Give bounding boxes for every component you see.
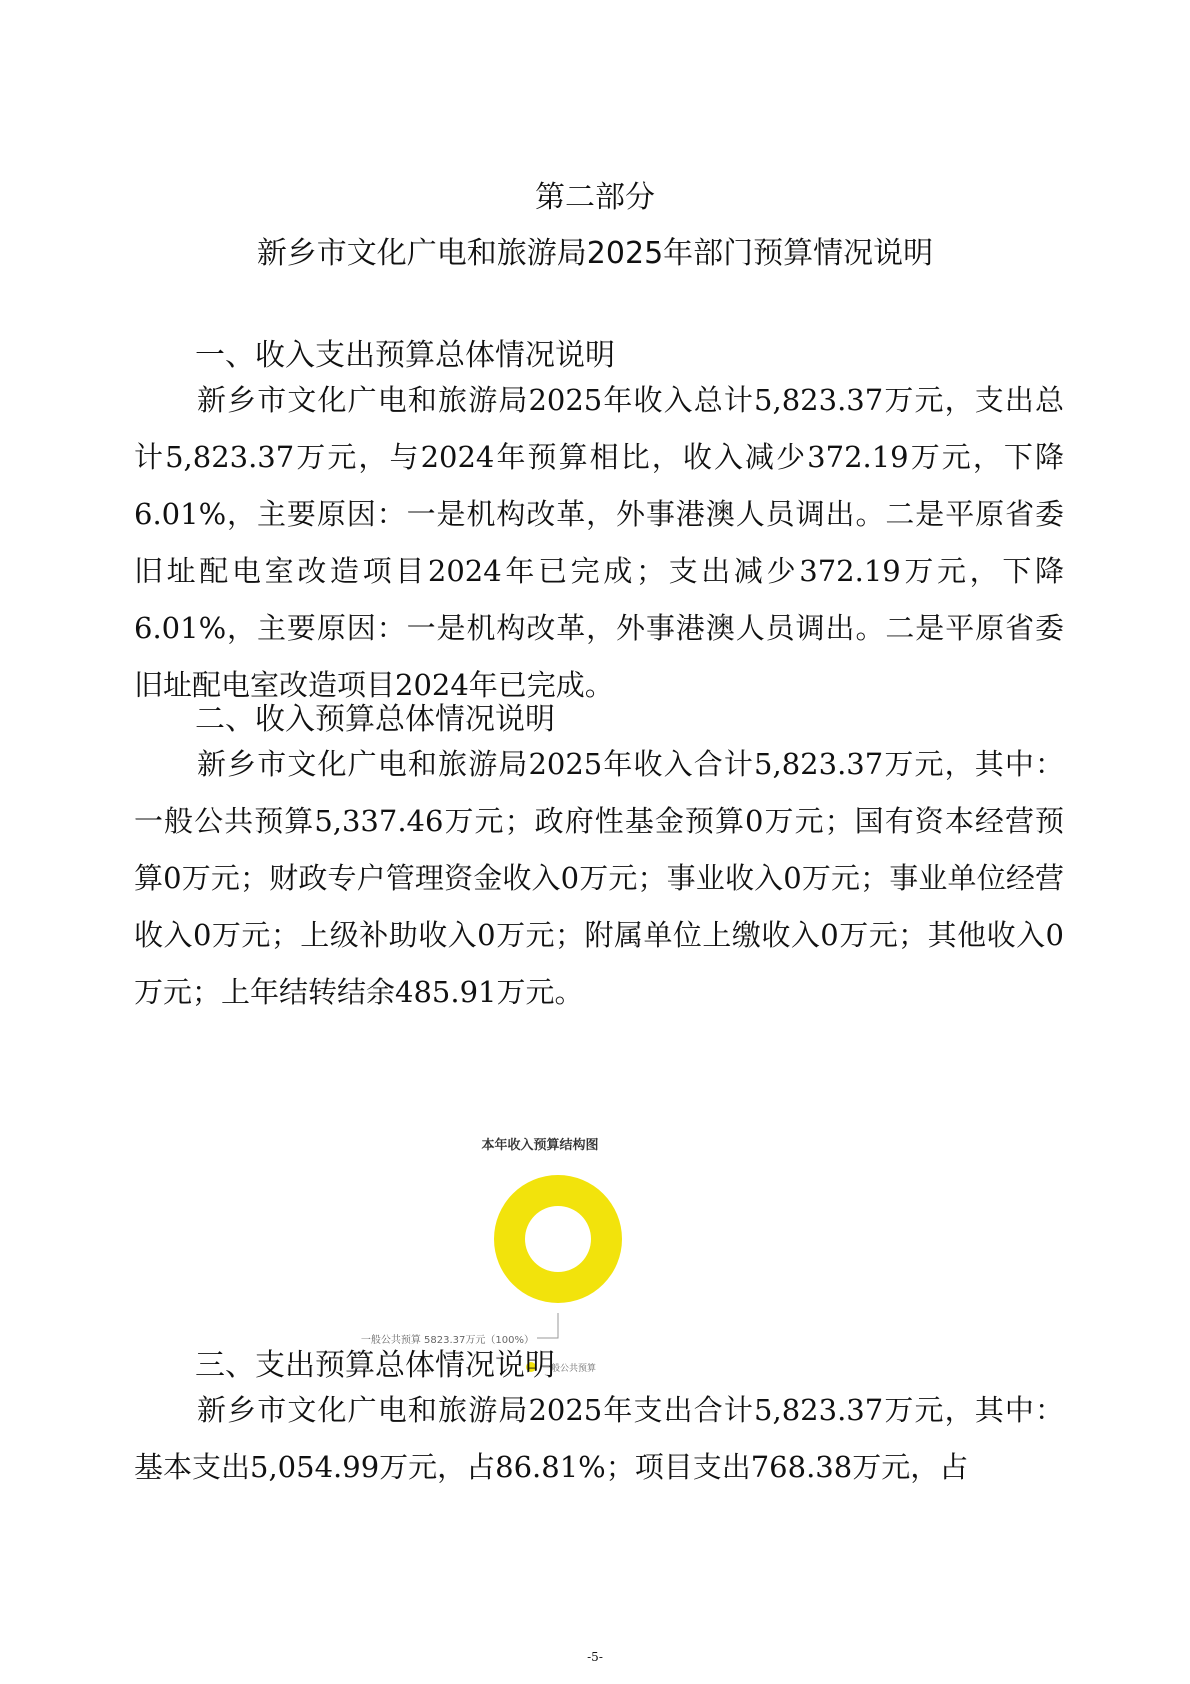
data-label-leader	[537, 1313, 558, 1338]
data-label-general-budget: 一般公共预算 5823.37万元（100%）	[360, 1335, 534, 1346]
section-2-body: 新乡市文化广电和旅游局2025年收入合计5,823.37万元，其中：一般公共预算5,337.46万元；政府性基金预算0万元；国有资本经营预算0万元；财政专户管理资金收入0万元；事业收入0万元；事业单位经营收入0万元；上级补助收入0万元；附属单位上缴收入0万元；其他收入0万元；上年结转结余485.91万元。	[134, 747, 1064, 1009]
pie-slice-0	[494, 1175, 622, 1303]
legend-item-general-budget: 一般公共预算	[542, 1364, 597, 1374]
section-2-heading: 二、收入预算总体情况说明	[195, 702, 555, 737]
part-title: 第二部分	[535, 180, 655, 215]
chart-title: 本年收入预算结构图	[481, 1138, 599, 1153]
section-1-body: 新乡市文化广电和旅游局2025年收入总计5,823.37万元，支出总计5,823.37万元，与2024年预算相比，收入减少372.19万元，下降6.01%，主要原因：一是机构改革，外事港澳人员调出。二是平原省委旧址配电室改造项目2024年已完成；支出减少372.19万元，下降6.01%，主要原因：一是机构改革，外事港澳人员调出。二是平原省委旧址配电室改造项目2024年已完成。	[134, 383, 1064, 702]
pie-slices	[494, 1175, 622, 1303]
section-3-body: 新乡市文化广电和旅游局2025年支出合计5,823.37万元，其中：基本支出5,054.99万元，占86.81%；项目支出768.38万元，占	[134, 1393, 1064, 1484]
document-title: 新乡市文化广电和旅游局2025年部门预算情况说明	[256, 236, 934, 271]
page-number: -5-	[587, 1650, 603, 1664]
section-1-heading: 一、收入支出预算总体情况说明	[195, 338, 615, 373]
section-3-heading: 三、支出预算总体情况说明	[195, 1348, 555, 1383]
